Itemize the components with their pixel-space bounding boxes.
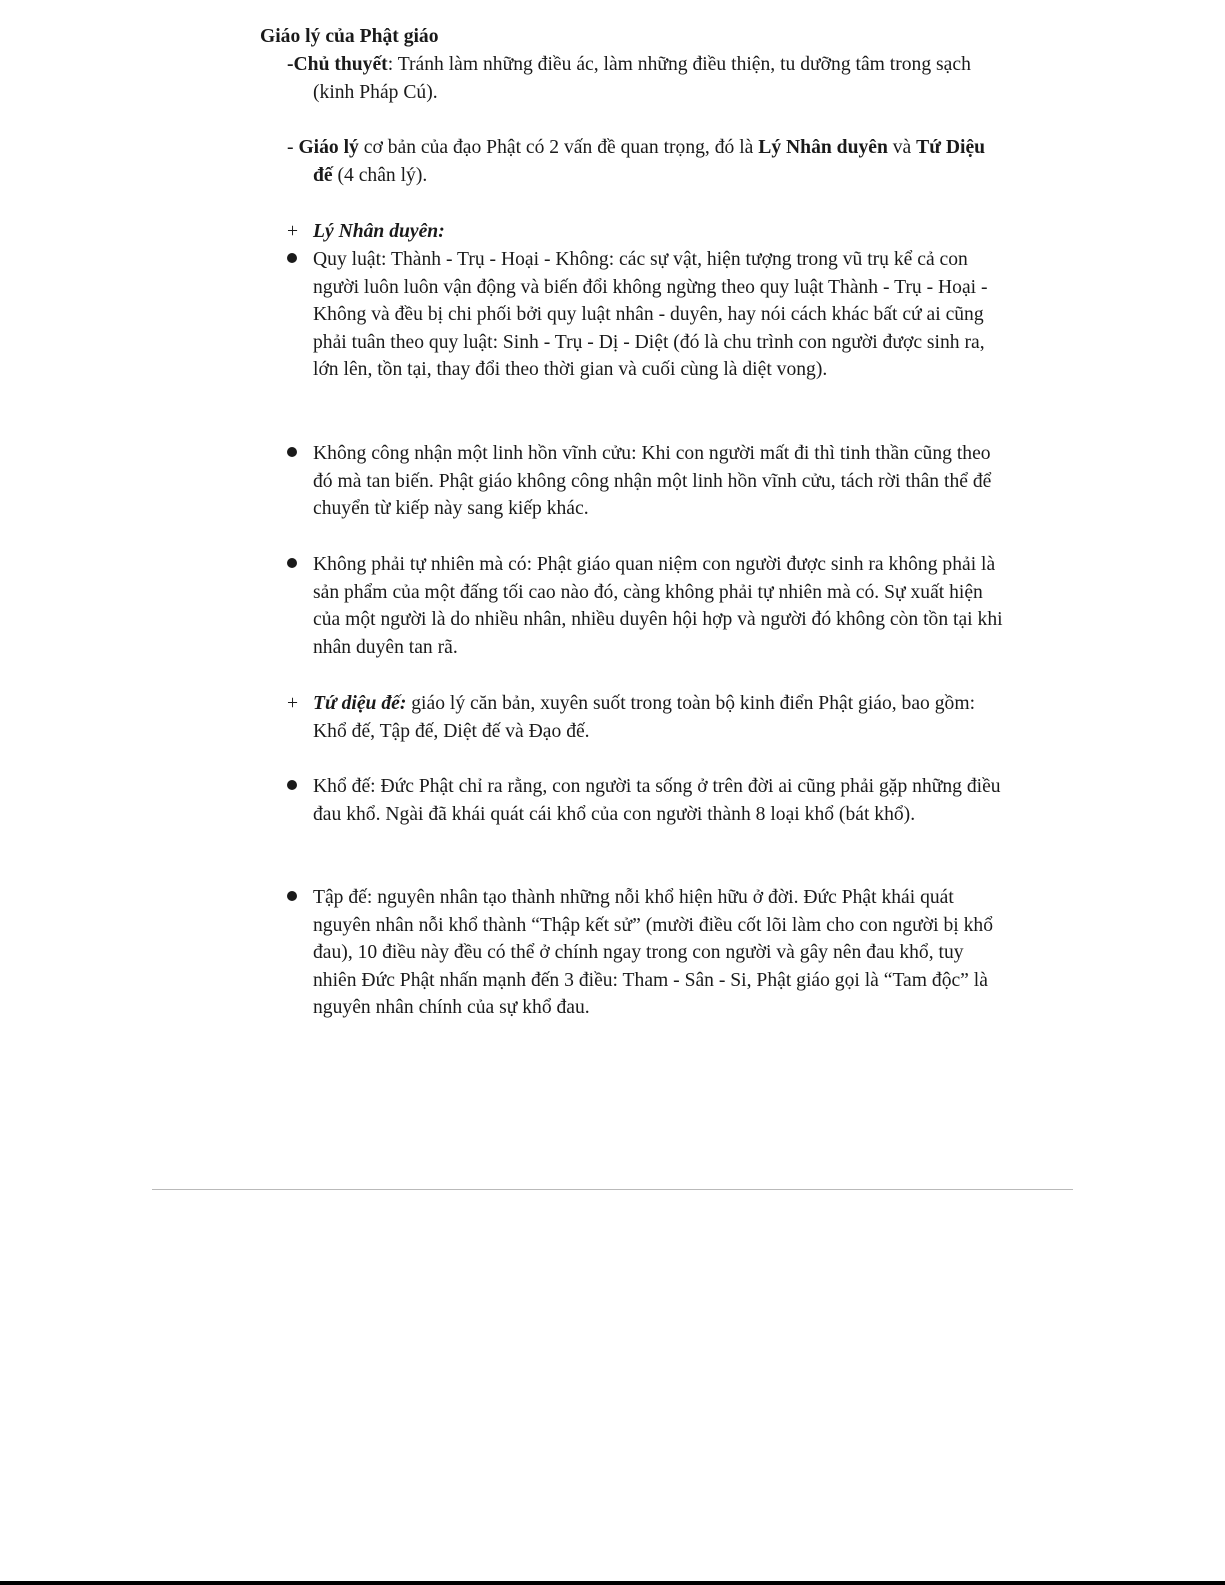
page-divider [152,1189,1073,1190]
plus-marker: + [287,221,299,242]
list-item-text: Không công nhận một linh hồn vĩnh cửu: Khi con người mất đi thì tinh thần cũng theo đó mà tan biến. Phật giáo không công nhận một linh hồn vĩnh cửu, tách rời thân thể để chuyển từ kiếp này sang kiếp khác. [313,443,992,519]
ly-nhan-duyen-heading [287,218,1003,246]
bullet-icon [287,780,297,790]
list-item [287,246,1003,384]
bullet-icon [287,253,297,263]
page-title: Giáo lý của Phật giáo [260,26,439,47]
list-item [287,773,1003,828]
list-item [287,440,1003,523]
giao-ly-text-1: cơ bản của đạo Phật có 2 vấn đề quan trọng, đó là [358,137,759,158]
giao-ly-label: Giáo lý [298,137,359,158]
list-item [287,884,1003,1022]
list-item-text: Tập đế: nguyên nhân tạo thành những nỗi khổ hiện hữu ở đời. Đức Phật khái quát nguyên nhân nỗi khổ thành “Thập kết sử” (mười điều cốt lõi làm cho con người bị khổ đau), 10 điều này đều có thể ở chính ngay trong con người và gây nên đau khổ, tuy nhiên Đức Phật nhấn mạnh đến 3 điều: Tham - Sân - Si, Phật giáo gọi là “Tam độc” là nguyên nhân chính của sự khổ đau. [313,887,993,1018]
list-item-text: Khổ đế: Đức Phật chỉ ra rằng, con người ta sống ở trên đời ai cũng phải gặp những điều đau khổ. Ngài đã khái quát cái khổ của con người thành 8 loại khổ (bát khổ). [313,776,1001,825]
tu-dieu-de-paragraph [287,690,1003,745]
giao-ly-text-2: và [887,137,917,158]
plus-marker: + [287,693,299,714]
list-item-text: Quy luật: Thành - Trụ - Hoại - Không: các sự vật, hiện tượng trong vũ trụ kể cả con người luôn luôn vận động và biến đổi không ngừng theo quy luật Thành - Trụ - Hoại - Không và đều bị chi phối bởi quy luật nhân - duyên, hay nói cách khác bất cứ ai cũng phải tuân theo quy luật: Sinh - Trụ - Dị - Diệt (đó là chu trình con người được sinh ra, lớn lên, tồn tại, thay đổi theo thời gian và cuối cùng là diệt vong). [313,249,988,380]
giao-ly-text-3: (4 chân lý). [332,164,428,186]
bullet-icon [287,558,297,568]
giao-ly-paragraph [287,134,1003,189]
bottom-edge [0,1581,1225,1585]
bullet-icon [287,891,297,901]
chu-thuyet-text: : Tránh làm những điều ác, làm những điều thiện, tu dưỡng tâm trong sạch (kinh Pháp Cú). [313,54,971,103]
bullet-icon [287,447,297,457]
list-item-text: Không phải tự nhiên mà có: Phật giáo quan niệm con người được sinh ra không phải là sản phẩm của một đấng tối cao nào đó, càng không phải tự nhiên mà có. Sự xuất hiện của một người là do nhiều nhân, nhiều duyên hội hợp và người đó không còn tồn tại khi nhân duyên tan rã. [313,554,1003,658]
ly-nhan-duyen-term: Lý Nhân duyên [758,137,888,158]
chu-thuyet-label: -Chủ thuyết [287,54,388,75]
chu-thuyet-paragraph [287,51,1003,106]
ly-nhan-duyen-title: Lý Nhân duyên: [313,221,445,242]
tu-dieu-de-term: Tứ Diệu đế [313,137,986,186]
tu-dieu-de-title: Tứ diệu đế: [313,693,407,714]
giao-ly-prefix: - [287,137,299,158]
list-item [287,551,1003,661]
tu-dieu-de-text: giáo lý căn bản, xuyên suốt trong toàn bộ kinh điển Phật giáo, bao gồm: Khổ đế, Tập đế, Diệt đế và Đạo đế. [313,693,976,742]
